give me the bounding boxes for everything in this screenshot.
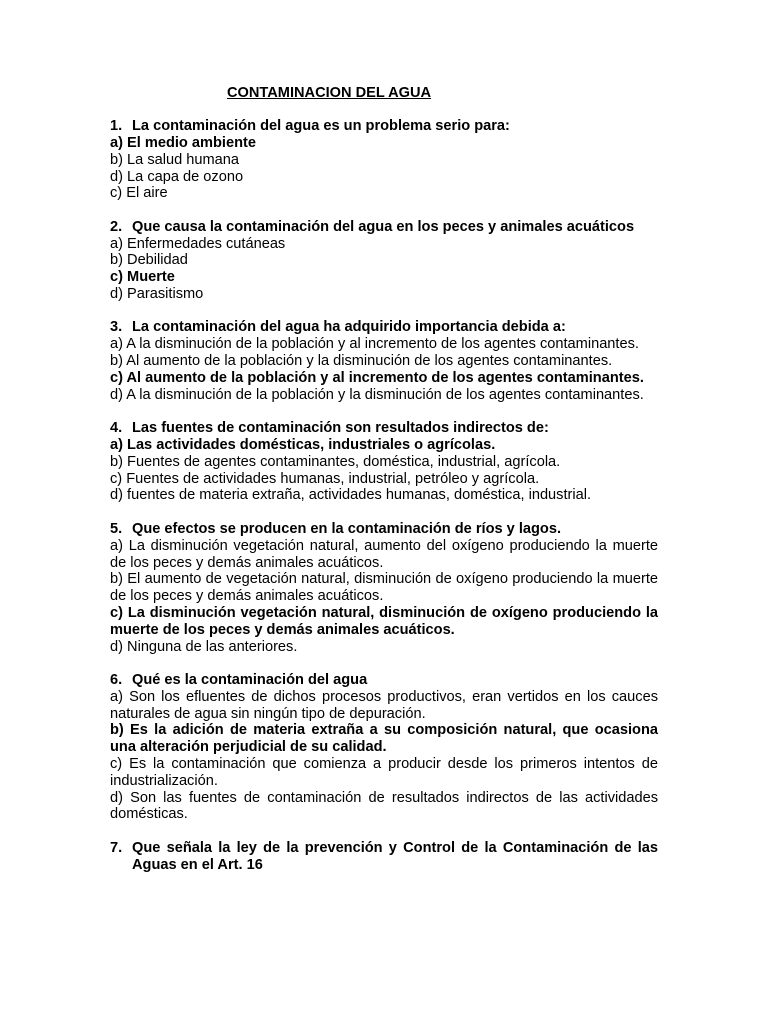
answer-option [110,471,658,488]
answer-option [110,454,658,471]
question-text: La contaminación del agua ha adquirido importancia debida a: [132,319,566,336]
option-prefix: c) [110,369,127,386]
option-text: A la disminución de la población y al incremento de los agentes contaminantes. [126,336,639,353]
question-1 [110,118,658,202]
question-heading [110,420,658,437]
option-prefix: c) [110,185,127,202]
answer-option [110,353,658,370]
option-prefix: b) [110,571,128,588]
option-prefix: a) [110,336,127,353]
question-2 [110,219,658,303]
option-text: Son los efluentes de dichos procesos productivos, eran vertidos en los cauces naturales de agua sin ningún tipo de depuración. [110,688,658,722]
option-prefix: c) [110,604,128,621]
answer-option [110,487,658,504]
answer-option [110,689,658,723]
question-text: Que causa la contaminación del agua en los peces y animales acuáticos [132,218,635,235]
option-prefix: b) [110,252,128,269]
question-number: 3. [110,319,123,336]
option-text: Fuentes de actividades humanas, industrial, petróleo y agrícola. [126,470,540,487]
option-text: El aire [126,185,168,202]
question-number: 6. [110,671,123,688]
option-prefix: d) [110,487,128,504]
option-text: El aumento de vegetación natural, disminución de oxígeno produciendo la muerte de los peces y demás animales acuáticos. [110,571,659,605]
option-text: La disminución vegetación natural, disminución de oxígeno produciendo la muerte de los peces y demás animales acuáticos. [110,604,658,638]
question-heading [110,118,658,135]
question-number: 4. [110,420,123,437]
option-text: La salud humana [127,151,239,168]
option-prefix: a) [110,537,129,554]
option-prefix: c) [110,470,127,487]
option-prefix: b) [110,151,128,168]
option-prefix: c) [110,269,128,286]
option-text: fuentes de materia extraña, actividades humanas, doméstica, industrial. [127,487,592,504]
answer-option-correct [110,722,658,756]
answer-option [110,252,658,269]
question-5 [110,521,658,656]
questions-list [110,118,658,890]
answer-option [110,169,658,186]
answer-option [110,152,658,169]
question-number: 7. [110,839,123,856]
question-number: 5. [110,520,123,537]
question-text: Que efectos se producen en la contaminación de ríos y lagos. [132,520,562,537]
answer-option-correct [110,437,658,454]
answer-option-correct [110,135,658,152]
option-text: La capa de ozono [127,168,244,185]
option-text: Son las fuentes de contaminación de resultados indirectos de las actividades domésticas. [110,789,658,823]
option-text: Parasitismo [127,286,204,303]
answer-option-correct [110,370,658,387]
option-text: El medio ambiente [127,135,256,151]
answer-option [110,538,658,572]
question-number: 1. [110,118,123,134]
question-heading [110,319,658,336]
answer-option-correct [110,605,658,639]
question-text: Que señala la ley de la prevención y Control de la Contaminación de las Aguas en el Art. 16 [132,839,658,873]
option-prefix: a) [110,235,128,252]
question-text: La contaminación del agua es un problema serio para: [132,118,510,134]
answer-option [110,236,658,253]
option-prefix: c) [110,756,130,773]
option-prefix: b) [110,353,127,370]
option-prefix: b) [110,722,131,739]
question-6 [110,672,658,823]
option-prefix: d) [110,386,127,403]
question-heading [110,521,658,538]
option-prefix: a) [110,135,128,151]
question-heading [110,840,658,874]
answer-option [110,790,658,824]
option-text: A la disminución de la población y la disminución de los agentes contaminantes. [126,386,644,403]
question-heading [110,672,658,689]
answer-option [110,185,658,202]
question-heading [110,219,658,236]
option-text: Es la contaminación que comienza a producir desde los primeros intentos de industrialización. [110,756,658,789]
answer-option [110,571,658,605]
option-prefix: d) [110,789,131,806]
option-text: Al aumento de la población y al incremento de los agentes contaminantes. [126,369,644,386]
question-text: Qué es la contaminación del agua [132,671,368,688]
question-text: Las fuentes de contaminación son resultados indirectos de: [132,420,549,437]
question-4 [110,420,658,504]
option-prefix: d) [110,286,128,303]
option-text: Ninguna de las anteriores. [127,638,298,655]
answer-option [110,756,658,790]
option-text: Muerte [127,269,175,286]
option-text: La disminución vegetación natural, aumento del oxígeno produciendo la muerte de los peces y demás animales acuáticos. [110,537,659,571]
document-title: CONTAMINACION DEL AGUA [227,85,432,101]
answer-option [110,336,658,353]
option-text: Al aumento de la población y la disminución de los agentes contaminantes. [126,353,613,370]
question-number: 2. [110,218,123,235]
question-7 [110,840,658,874]
answer-option [110,639,658,656]
option-prefix: a) [110,437,128,454]
option-text: Enfermedades cutáneas [127,235,286,252]
answer-option-correct [110,269,658,286]
option-text: Fuentes de agentes contaminantes, doméstica, industrial, agrícola. [127,453,561,470]
option-prefix: b) [110,453,128,470]
option-text: Las actividades domésticas, industriales o agrícolas. [127,437,496,454]
question-3 [110,319,658,403]
answer-option [110,286,658,303]
answer-option [110,387,658,404]
option-prefix: a) [110,688,130,705]
option-prefix: d) [110,168,128,185]
option-text: Debilidad [127,252,188,269]
option-text: Es la adición de materia extraña a su composición natural, que ocasiona una alteración perjudicial de su calidad. [110,722,658,756]
option-prefix: d) [110,638,128,655]
